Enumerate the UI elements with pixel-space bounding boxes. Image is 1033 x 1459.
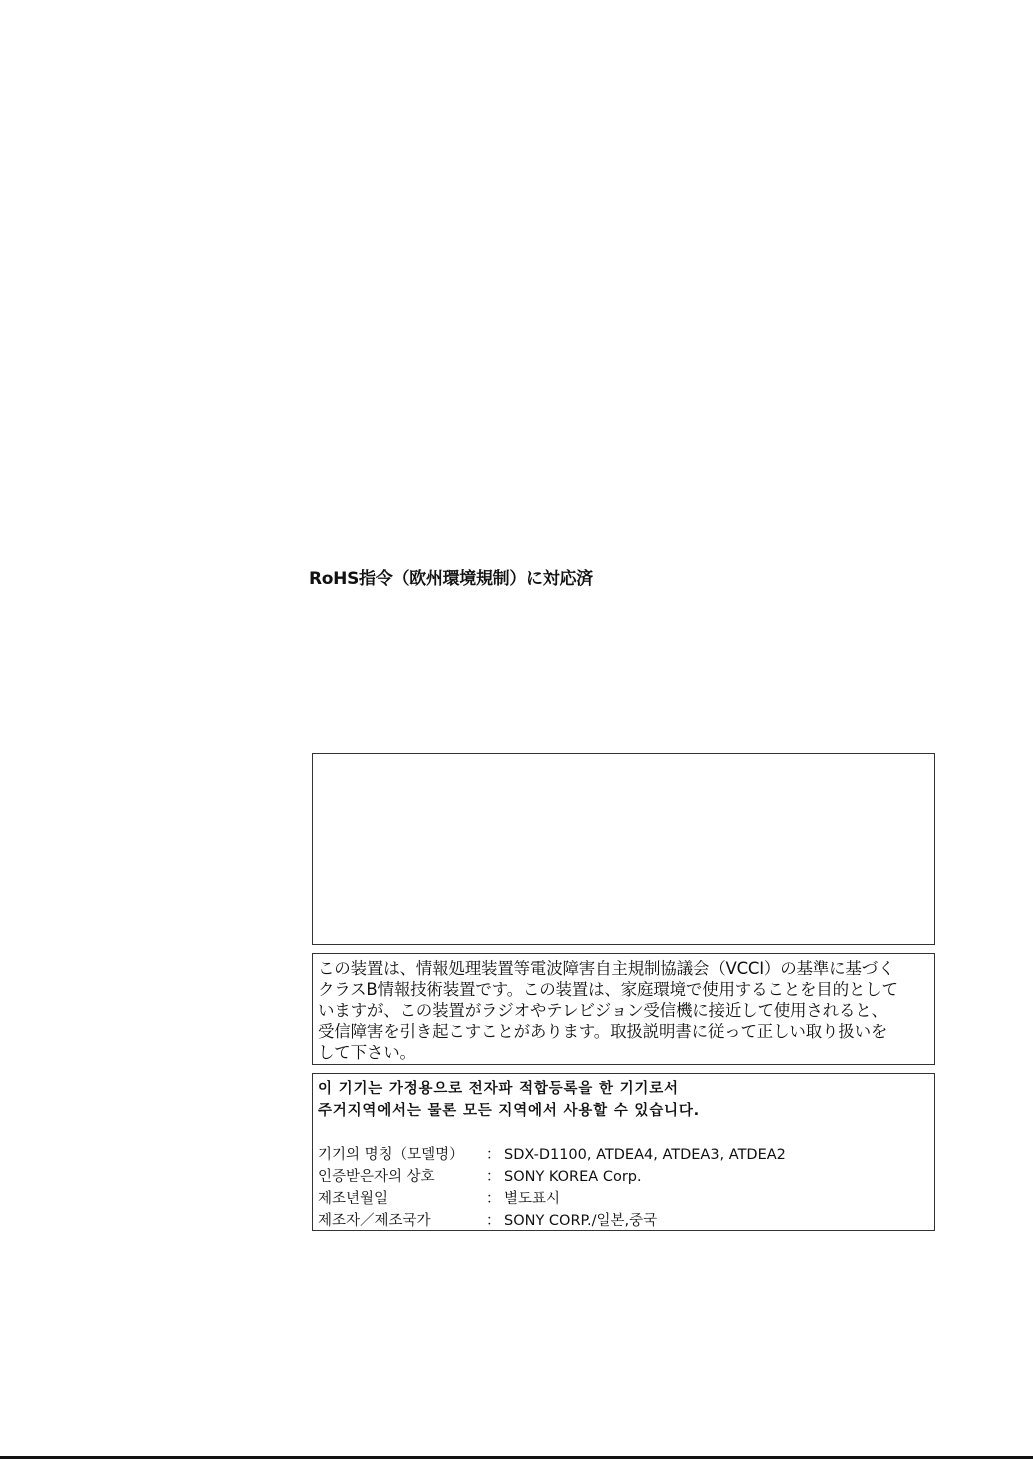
korea-info-colon: ： — [486, 1191, 501, 1207]
blank-label-box — [312, 753, 935, 945]
korea-info-label: 제조자／제조국가 — [318, 1213, 431, 1229]
korea-info-value: SONY KOREA Corp. — [504, 1169, 642, 1185]
korea-info-label: 기기의 명칭（모델명） — [318, 1147, 464, 1163]
vcci-notice-line: 受信障害を引き起こすことがあります。取扱説明書に従って正しい取り扱いを — [318, 1022, 888, 1041]
vcci-notice-line: いますが、この装置がラジオやテレビジョン受信機に接近して使用されると、 — [318, 1001, 888, 1020]
vcci-notice-line: クラスB情報技術装置です。この装置は、家庭環境で使用することを目的として — [318, 980, 898, 999]
vcci-notice-box — [312, 953, 935, 1065]
korea-statement-line: 이 기기는 가정용으로 전자파 적합등록을 한 기기로서 — [318, 1081, 679, 1097]
korea-info-value: 별도표시 — [504, 1191, 561, 1207]
korea-info-label: 인증받은자의 상호 — [318, 1169, 435, 1185]
korea-info-colon: ： — [486, 1169, 501, 1185]
korea-info-row-manufacturer — [318, 1210, 930, 1232]
korea-spacer — [318, 1122, 930, 1144]
korea-info-value: SONY CORP./일본,중국 — [504, 1213, 658, 1229]
korea-info-label: 제조년월일 — [318, 1191, 389, 1207]
korea-info-row-company — [318, 1166, 930, 1188]
korea-info-row-model — [318, 1144, 930, 1166]
rohs-compliance-heading: RoHS指令（欧州環境規制）に対応済 — [309, 569, 593, 589]
korea-statement-line: 주거지역에서는 물론 모든 지역에서 사용할 수 있습니다. — [318, 1103, 700, 1119]
korea-info-colon: ： — [486, 1213, 501, 1229]
korea-certification-box — [312, 1073, 935, 1231]
korea-info-row-date — [318, 1188, 930, 1210]
vcci-notice-line: この装置は、情報処理装置等電波障害自主規制協議会（VCCI）の基準に基づく — [318, 959, 895, 978]
korea-info-value: SDX-D1100, ATDEA4, ATDEA3, ATDEA2 — [504, 1147, 786, 1163]
vcci-notice-line: して下さい。 — [318, 1043, 416, 1062]
korea-info-colon: ： — [486, 1147, 501, 1163]
